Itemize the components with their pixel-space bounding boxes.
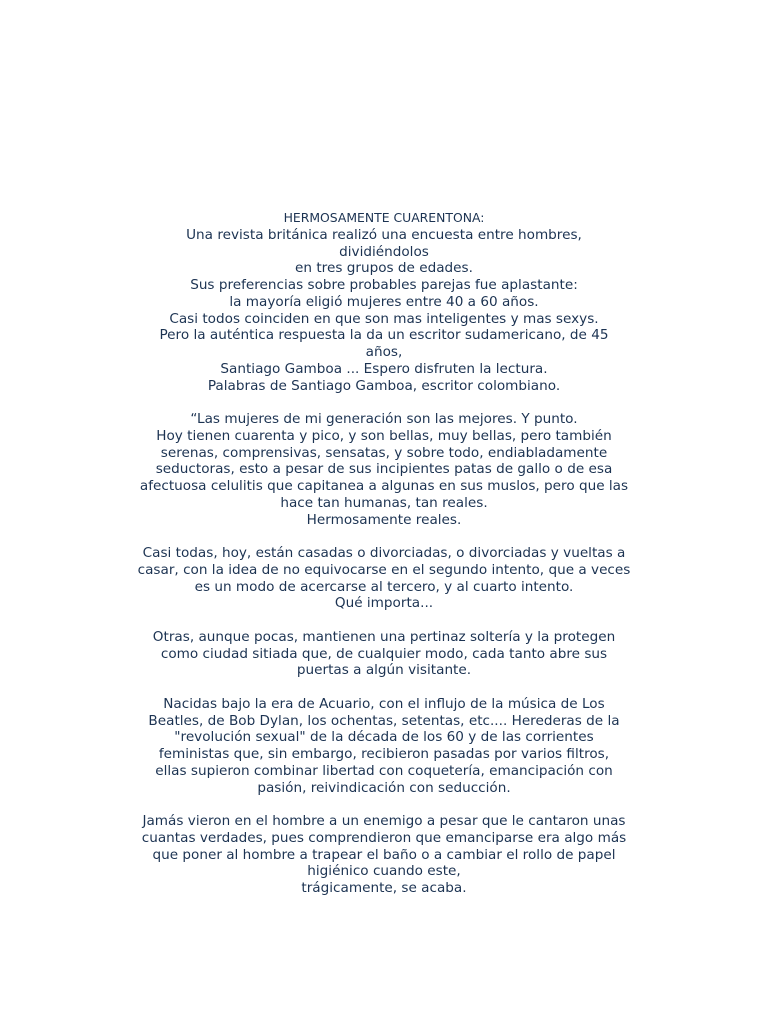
intro-line: dividiéndolos: [339, 243, 429, 260]
intro-line: la mayoría eligió mujeres entre 40 a 60 años.: [229, 293, 539, 310]
paragraph-5-line: trágicamente, se acaba.: [301, 880, 467, 896]
intro-line: Pero la auténtica respuesta la da un escritor sudamericano, de 45: [159, 327, 609, 344]
paragraph-4-line: "revolución sexual" de la década de los 60 y de las corrientes: [174, 729, 594, 746]
paragraph-4-line: Beatles, de Bob Dylan, los ochentas, setentas, etc.... Herederas de la: [148, 712, 620, 729]
paragraph-1-line: seductoras, esto a pesar de sus incipientes patas de gallo o de esa: [155, 461, 613, 478]
paragraph-3-line: Otras, aunque pocas, mantienen una pertinaz soltería y la protegen: [152, 628, 616, 645]
paragraph-gap: [95, 796, 673, 813]
paragraph-5-line: Jamás vieron en el hombre a un enemigo a pesar que le cantaron unas: [142, 813, 626, 829]
paragraph-3-line: puertas a algún visitante.: [296, 662, 472, 679]
intro-line: Palabras de Santiago Gamboa, escritor colombiano.: [207, 377, 561, 394]
intro-line: en tres grupos de edades.: [295, 260, 473, 277]
paragraph-gap: [95, 528, 673, 545]
document-title: HERMOSAMENTE CUARENTONA:: [283, 210, 485, 225]
paragraph-4-line: Nacidas bajo la era de Acuario, con el influjo de la música de Los: [163, 695, 605, 712]
paragraph-3-line: como ciudad sitiada que, de cualquier modo, cada tanto abre sus: [160, 645, 608, 662]
paragraph-1-line: “Las mujeres de mi generación son las mejores. Y punto.: [190, 411, 578, 427]
paragraph-2-line: Casi todas, hoy, están casadas o divorciadas, o divorciadas y vueltas a: [142, 545, 626, 561]
paragraph-1-line: serenas, comprensivas, sensatas, y sobre todo, endiabladamente: [160, 444, 608, 461]
paragraph-4-line: pasión, reivindicación con seducción.: [257, 779, 511, 796]
document-body: [95, 210, 673, 897]
paragraph-5-line: higiénico cuando este,: [307, 863, 461, 880]
paragraph-4-line: ellas supieron combinar libertad con coquetería, emancipación con: [155, 762, 613, 779]
paragraph-1-line: afectuosa celulitis que capitanea a algunas en sus muslos, pero que las: [139, 478, 629, 494]
paragraph-5-line: cuantas verdades, pues comprendieron que emanciparse era algo más: [141, 829, 627, 846]
intro-line: Una revista británica realizó una encuesta entre hombres,: [186, 226, 582, 243]
intro-line: años,: [365, 344, 403, 360]
paragraph-gap: [95, 612, 673, 629]
paragraph-1-line: Hermosamente reales.: [306, 511, 462, 528]
paragraph-4-line: feministas que, sin embargo, recibieron pasadas por varios filtros,: [158, 746, 610, 762]
paragraph-5-line: que poner al hombre a trapear el baño o a cambiar el rollo de papel: [152, 846, 616, 863]
intro-line: Santiago Gamboa ... Espero disfruten la lectura.: [220, 360, 548, 377]
paragraph-1-line: Hoy tienen cuarenta y pico, y son bellas, muy bellas, pero también: [156, 427, 612, 444]
intro-line: Casi todos coinciden en que son mas inteligentes y mas sexys.: [169, 310, 599, 327]
intro-line: Sus preferencias sobre probables parejas fue aplastante:: [190, 277, 578, 293]
paragraph-2-line: Qué importa...: [334, 595, 434, 612]
paragraph-2-line: es un modo de acercarse al tercero, y al cuarto intento.: [194, 578, 574, 595]
paragraph-gap: [95, 679, 673, 696]
paragraph-gap: [95, 394, 673, 411]
paragraph-2-line: casar, con la idea de no equivocarse en el segundo intento, que a veces: [137, 561, 631, 578]
paragraph-1-line: hace tan humanas, tan reales.: [280, 494, 488, 511]
